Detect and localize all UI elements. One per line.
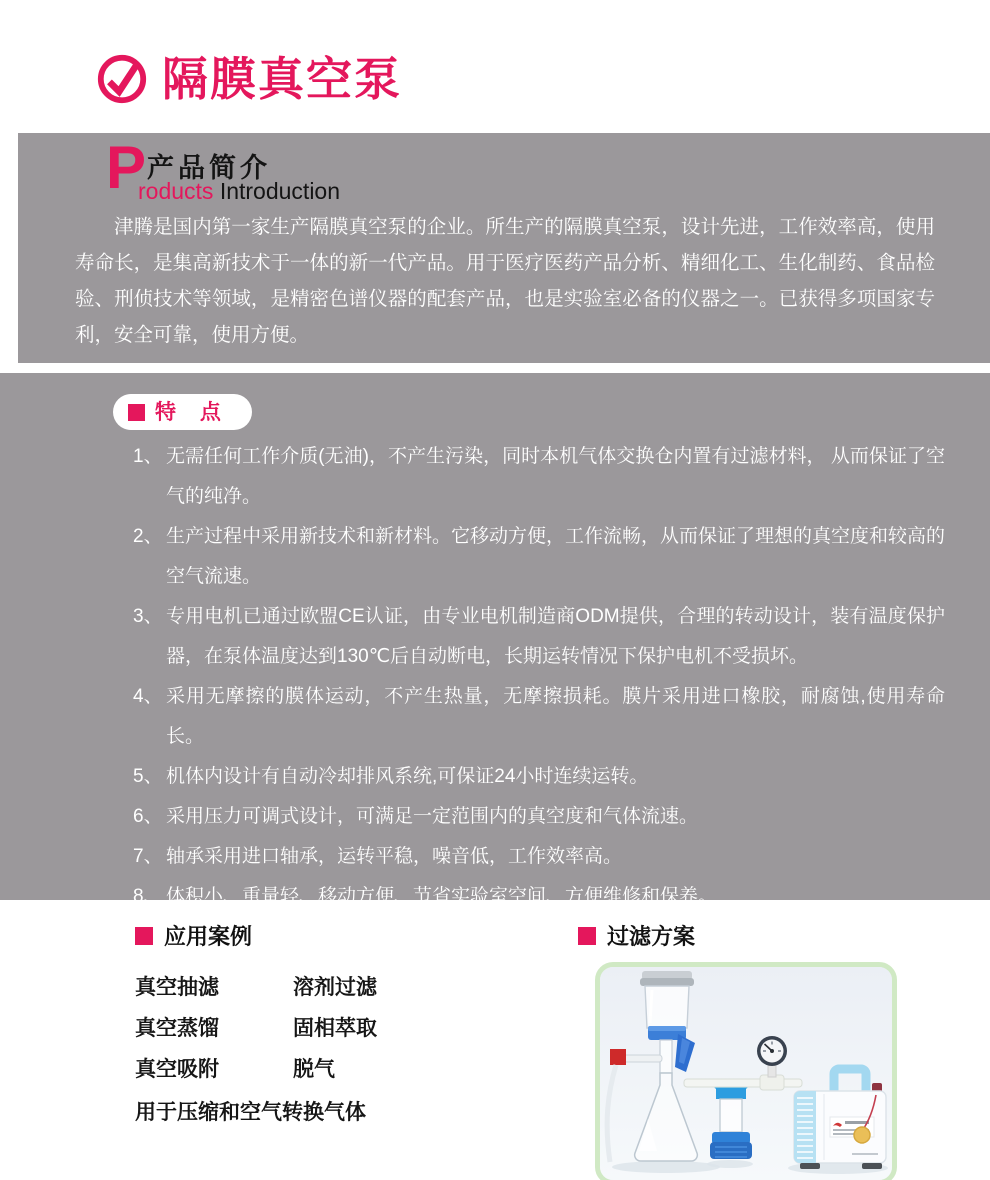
features-header-label: 特 点 xyxy=(155,400,230,424)
application-row xyxy=(135,1006,545,1047)
feature-item xyxy=(133,517,945,597)
feature-number: 3、 xyxy=(133,606,163,627)
pink-square-icon xyxy=(578,927,596,945)
feature-number: 6、 xyxy=(133,806,163,827)
feature-item xyxy=(133,437,945,517)
feature-text: 机体内设计有自动冷却排风系统,可保证24小时连续运转。 xyxy=(166,766,649,787)
feature-item xyxy=(133,677,945,757)
page-title: 隔膜真空泵 xyxy=(162,53,402,105)
filtration-section xyxy=(578,920,918,1180)
pink-square-icon xyxy=(135,927,153,945)
intro-section xyxy=(18,133,990,363)
pink-square-icon xyxy=(128,404,145,421)
feature-item xyxy=(133,757,945,797)
application-item: 脱气 xyxy=(293,1057,335,1081)
intro-title-cn: 产品简介 xyxy=(147,153,271,183)
check-circle-icon xyxy=(95,52,149,106)
feature-number: 8、 xyxy=(133,886,163,907)
features-section xyxy=(0,373,990,907)
feature-text: 采用压力可调式设计，可满足一定范围内的真空度和气体流速。 xyxy=(166,806,699,827)
application-item: 真空吸附 xyxy=(135,1057,219,1081)
application-item: 真空蒸馏 xyxy=(135,1016,219,1040)
feature-number: 4、 xyxy=(133,686,163,707)
feature-text: 采用无摩擦的膜体运动，不产生热量，无摩擦损耗。膜片采用进口橡胶，耐腐蚀,使用寿命长。 xyxy=(166,686,945,747)
feature-text: 专用电机已通过欧盟CE认证，由专业电机制造商ODM提供，合理的转动设计，装有温度保护器，在泵体温度达到130℃后自动断电，长期运转情况下保护电机不受损坏。 xyxy=(166,606,945,667)
filtration-header-label: 过滤方案 xyxy=(607,924,696,949)
intro-heading xyxy=(106,134,526,217)
feature-text: 轴承采用进口轴承，运转平稳，噪音低，工作效率高。 xyxy=(166,846,623,867)
feature-number: 7、 xyxy=(133,846,163,867)
applications-header xyxy=(135,920,545,951)
application-item-full: 用于压缩和空气转换气体 xyxy=(135,1101,366,1124)
feature-number: 1、 xyxy=(133,446,163,467)
application-item: 真空抽滤 xyxy=(135,975,219,999)
filtration-header xyxy=(578,920,918,951)
intro-title-en-pink: roducts xyxy=(138,178,214,204)
feature-text: 体积小、重量轻、移动方便、节省实验室空间、方便维修和保养。 xyxy=(166,886,718,907)
applications-list xyxy=(135,965,545,1088)
intro-title-en-black: Introduction xyxy=(213,178,341,204)
feature-number: 5、 xyxy=(133,766,163,787)
intro-big-letter: P xyxy=(106,134,147,201)
applications-header-label: 应用案例 xyxy=(164,924,253,949)
feature-item xyxy=(133,597,945,677)
page-header xyxy=(95,52,402,106)
application-item: 溶剂过滤 xyxy=(293,975,377,999)
feature-item xyxy=(133,797,945,837)
application-row xyxy=(135,1047,545,1088)
feature-number: 2、 xyxy=(133,526,163,547)
applications-section xyxy=(135,920,545,1126)
feature-item xyxy=(133,837,945,877)
intro-paragraph: 津腾是国内第一家生产隔膜真空泵的企业。所生产的隔膜真空泵，设计先进，工作效率高，使用寿命长，是集高新技术于一体的新一代产品。用于医疗医药产品分析、精细化工、生化制药、食品检验、刑侦技术等领域，是精密色谱仪器的配套产品，也是实验室必备的仪器之一。已获得多项国家专利，安全可靠，使用方便。 xyxy=(75,216,935,346)
filtration-photo xyxy=(595,962,897,1180)
application-row xyxy=(135,965,545,1006)
features-header-pill xyxy=(113,394,252,430)
feature-item xyxy=(133,877,945,917)
application-item: 固相萃取 xyxy=(293,1016,377,1040)
filtration-setup-illustration xyxy=(600,967,892,1180)
intro-title-en xyxy=(138,178,340,205)
feature-text: 无需任何工作介质(无油)，不产生污染，同时本机气体交换仓内置有过滤材料， 从而保证了空气的纯净。 xyxy=(166,446,945,507)
feature-text: 生产过程中采用新技术和新材料。它移动方便，工作流畅，从而保证了理想的真空度和较高的空气流速。 xyxy=(166,526,946,587)
feature-list xyxy=(133,437,945,917)
